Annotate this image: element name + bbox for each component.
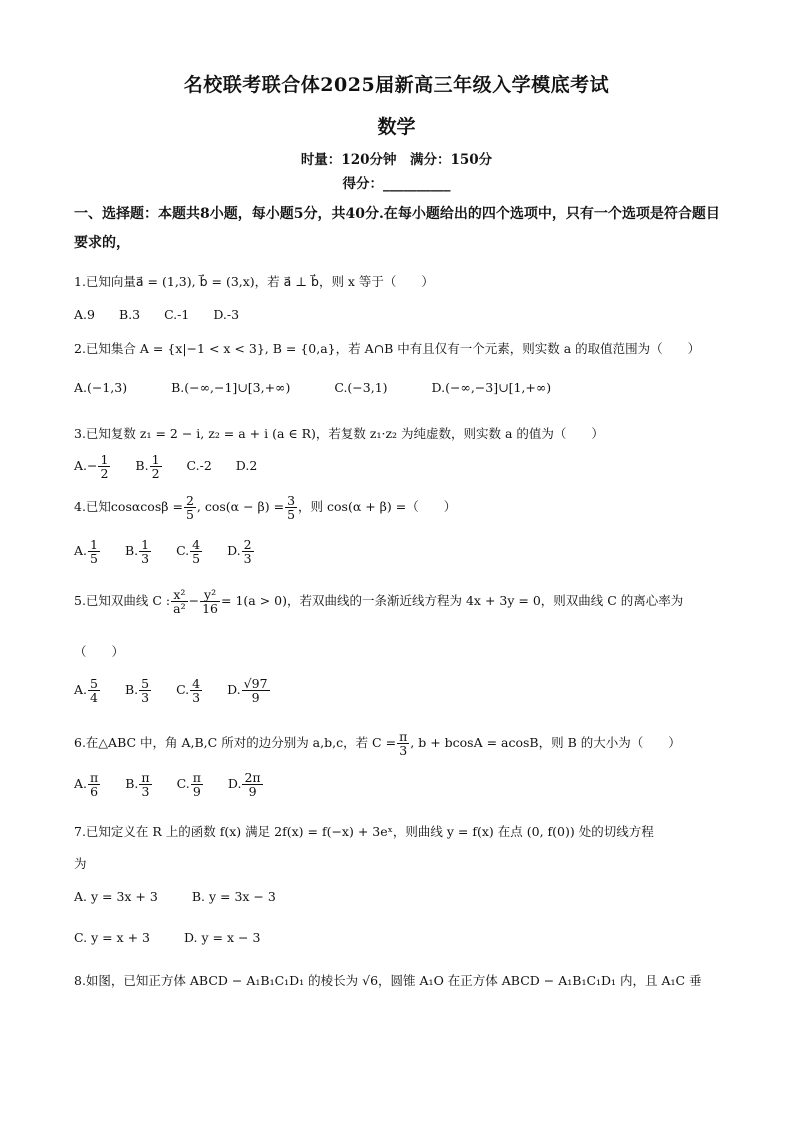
section-1-heading: 一、选择题：本题共8小题，每小题5分，共40分.在每小题给出的四个选项中，只有一个选项是符合题目要求的， — [74, 206, 720, 251]
q4-option-d: D. $\frac{2}{3}$ — [227, 537, 252, 567]
q7-option-b: B. y = 3x − 3 — [191, 889, 276, 904]
q2-option-a: A.(−1,3) — [74, 380, 128, 395]
question-6-options — [74, 771, 284, 798]
question-3-stem: 3.已知复数 z₁ = 2 − i, z₂ = a + i (a ∈ R)，若复数 z₁·z₂ 为纯虚数，则实数 a 的值为（ ） — [74, 426, 604, 441]
q1-option-c: C.-1 — [164, 307, 190, 322]
q3-option-d: D.2 — [235, 458, 258, 474]
question-1-stem: 1.已知向量a⃗ = (1,3), b⃗ = (3,x)，若 a⃗ ⊥ b⃗，则 x 等于（ ） — [74, 274, 434, 289]
q4-option-c: C. $\frac{4}{5}$ — [176, 537, 201, 567]
q6-option-a: A. $\frac{\pi}{6}$ — [74, 770, 99, 800]
q7-option-d: D. y = x − 3 — [183, 930, 261, 945]
q5-option-b: B. $\frac{5}{3}$ — [124, 676, 150, 706]
q3-option-c: C.-2 — [186, 458, 212, 474]
q3-option-a: A.− $\frac{1}{2}$ — [74, 452, 109, 482]
q2-option-b: B.(−∞,−1]∪[3,+∞) — [171, 380, 291, 395]
question-8-stem: 8.如图，已知正方体 ABCD − A₁B₁C₁D₁ 的棱长为 √6，圆锥 A₁O 在正方体 ABCD − A₁B₁C₁D₁ 内，且 A₁C 垂 — [74, 973, 702, 988]
q5-option-a: A. $\frac{5}{4}$ — [74, 676, 98, 706]
question-7-stem-cont: 为 — [74, 856, 87, 871]
q1-option-a: A.9 — [74, 307, 95, 322]
q1-option-d: D.-3 — [213, 307, 240, 322]
question-5-paren: （ ） — [74, 644, 125, 659]
q6-option-b: B. $\frac{\pi}{3}$ — [125, 770, 150, 800]
q7-option-a: A. y = 3x + 3 — [74, 889, 158, 904]
question-2-stem: 2.已知集合 A = {x|−1 < x < 3}, B = {0,a}，若 A∩B 中有且仅有一个元素，则实数 a 的取值范围为（ ） — [74, 341, 701, 356]
q3-option-b: B. $\frac{1}{2}$ — [135, 452, 160, 482]
question-7-options-row2 — [74, 930, 280, 945]
q4-option-b: B. $\frac{1}{3}$ — [124, 537, 150, 567]
question-6-stem: 6.在△ABC 中，角 A,B,C 所对的边分别为 a,b,c，若 C = $\frac{\pi}{3}$ , b + bcosA = acosB，则 B 的大小为（ ） — [74, 729, 681, 759]
q2-option-d: D.(−∞,−3]∪[1,+∞) — [431, 380, 552, 395]
q7-option-c: C. y = x + 3 — [74, 930, 150, 945]
question-3-options — [74, 453, 277, 480]
question-5-options — [74, 677, 291, 704]
question-7-stem: 7.已知定义在 R 上的函数 f(x) 满足 2f(x) = f(−x) + 3eˣ，则曲线 y = f(x) 在点 (0, f(0)) 处的切线方程 — [74, 824, 654, 839]
question-7-options-row1 — [74, 889, 296, 904]
question-1-options — [74, 307, 259, 322]
question-2-options — [74, 380, 571, 395]
q1-option-b: B.3 — [118, 307, 141, 322]
exam-title: 名校联考联合体2025届新高三年级入学模底考试 — [183, 74, 610, 96]
q6-option-d: D. $\frac{2\pi}{9}$ — [227, 770, 261, 800]
q6-option-c: C. $\frac{\pi}{9}$ — [176, 770, 201, 800]
subject-title: 数学 — [377, 116, 416, 138]
question-4-options — [74, 538, 275, 565]
q5-option-c: C. $\frac{4}{3}$ — [176, 676, 201, 706]
q2-option-c: C.(−3,1) — [334, 380, 388, 395]
q4-option-a: A. $\frac{1}{5}$ — [74, 537, 98, 567]
score-field-line: 得分：__________ — [342, 176, 451, 192]
q5-option-d: D. $\frac{√97}{9}$ — [227, 676, 268, 706]
question-5-stem: 5.已知双曲线 C : $\frac{\text{x²}}{\text{a²}}$ − $\frac{\text{y²}}{16}$ = 1(a > 0)，若双曲线的一条渐近线方程为 4x + 3y = 0，则双曲线 C 的离心率为 — [74, 587, 684, 617]
time-score-line: 时量：120分钟 满分：150分 — [300, 152, 493, 168]
question-4-stem: 4.已知cosαcosβ = $\frac{2}{5}$ , cos(α − β) = $\frac{3}{5}$ ，则 cos(α + β) =（ ） — [74, 493, 457, 523]
